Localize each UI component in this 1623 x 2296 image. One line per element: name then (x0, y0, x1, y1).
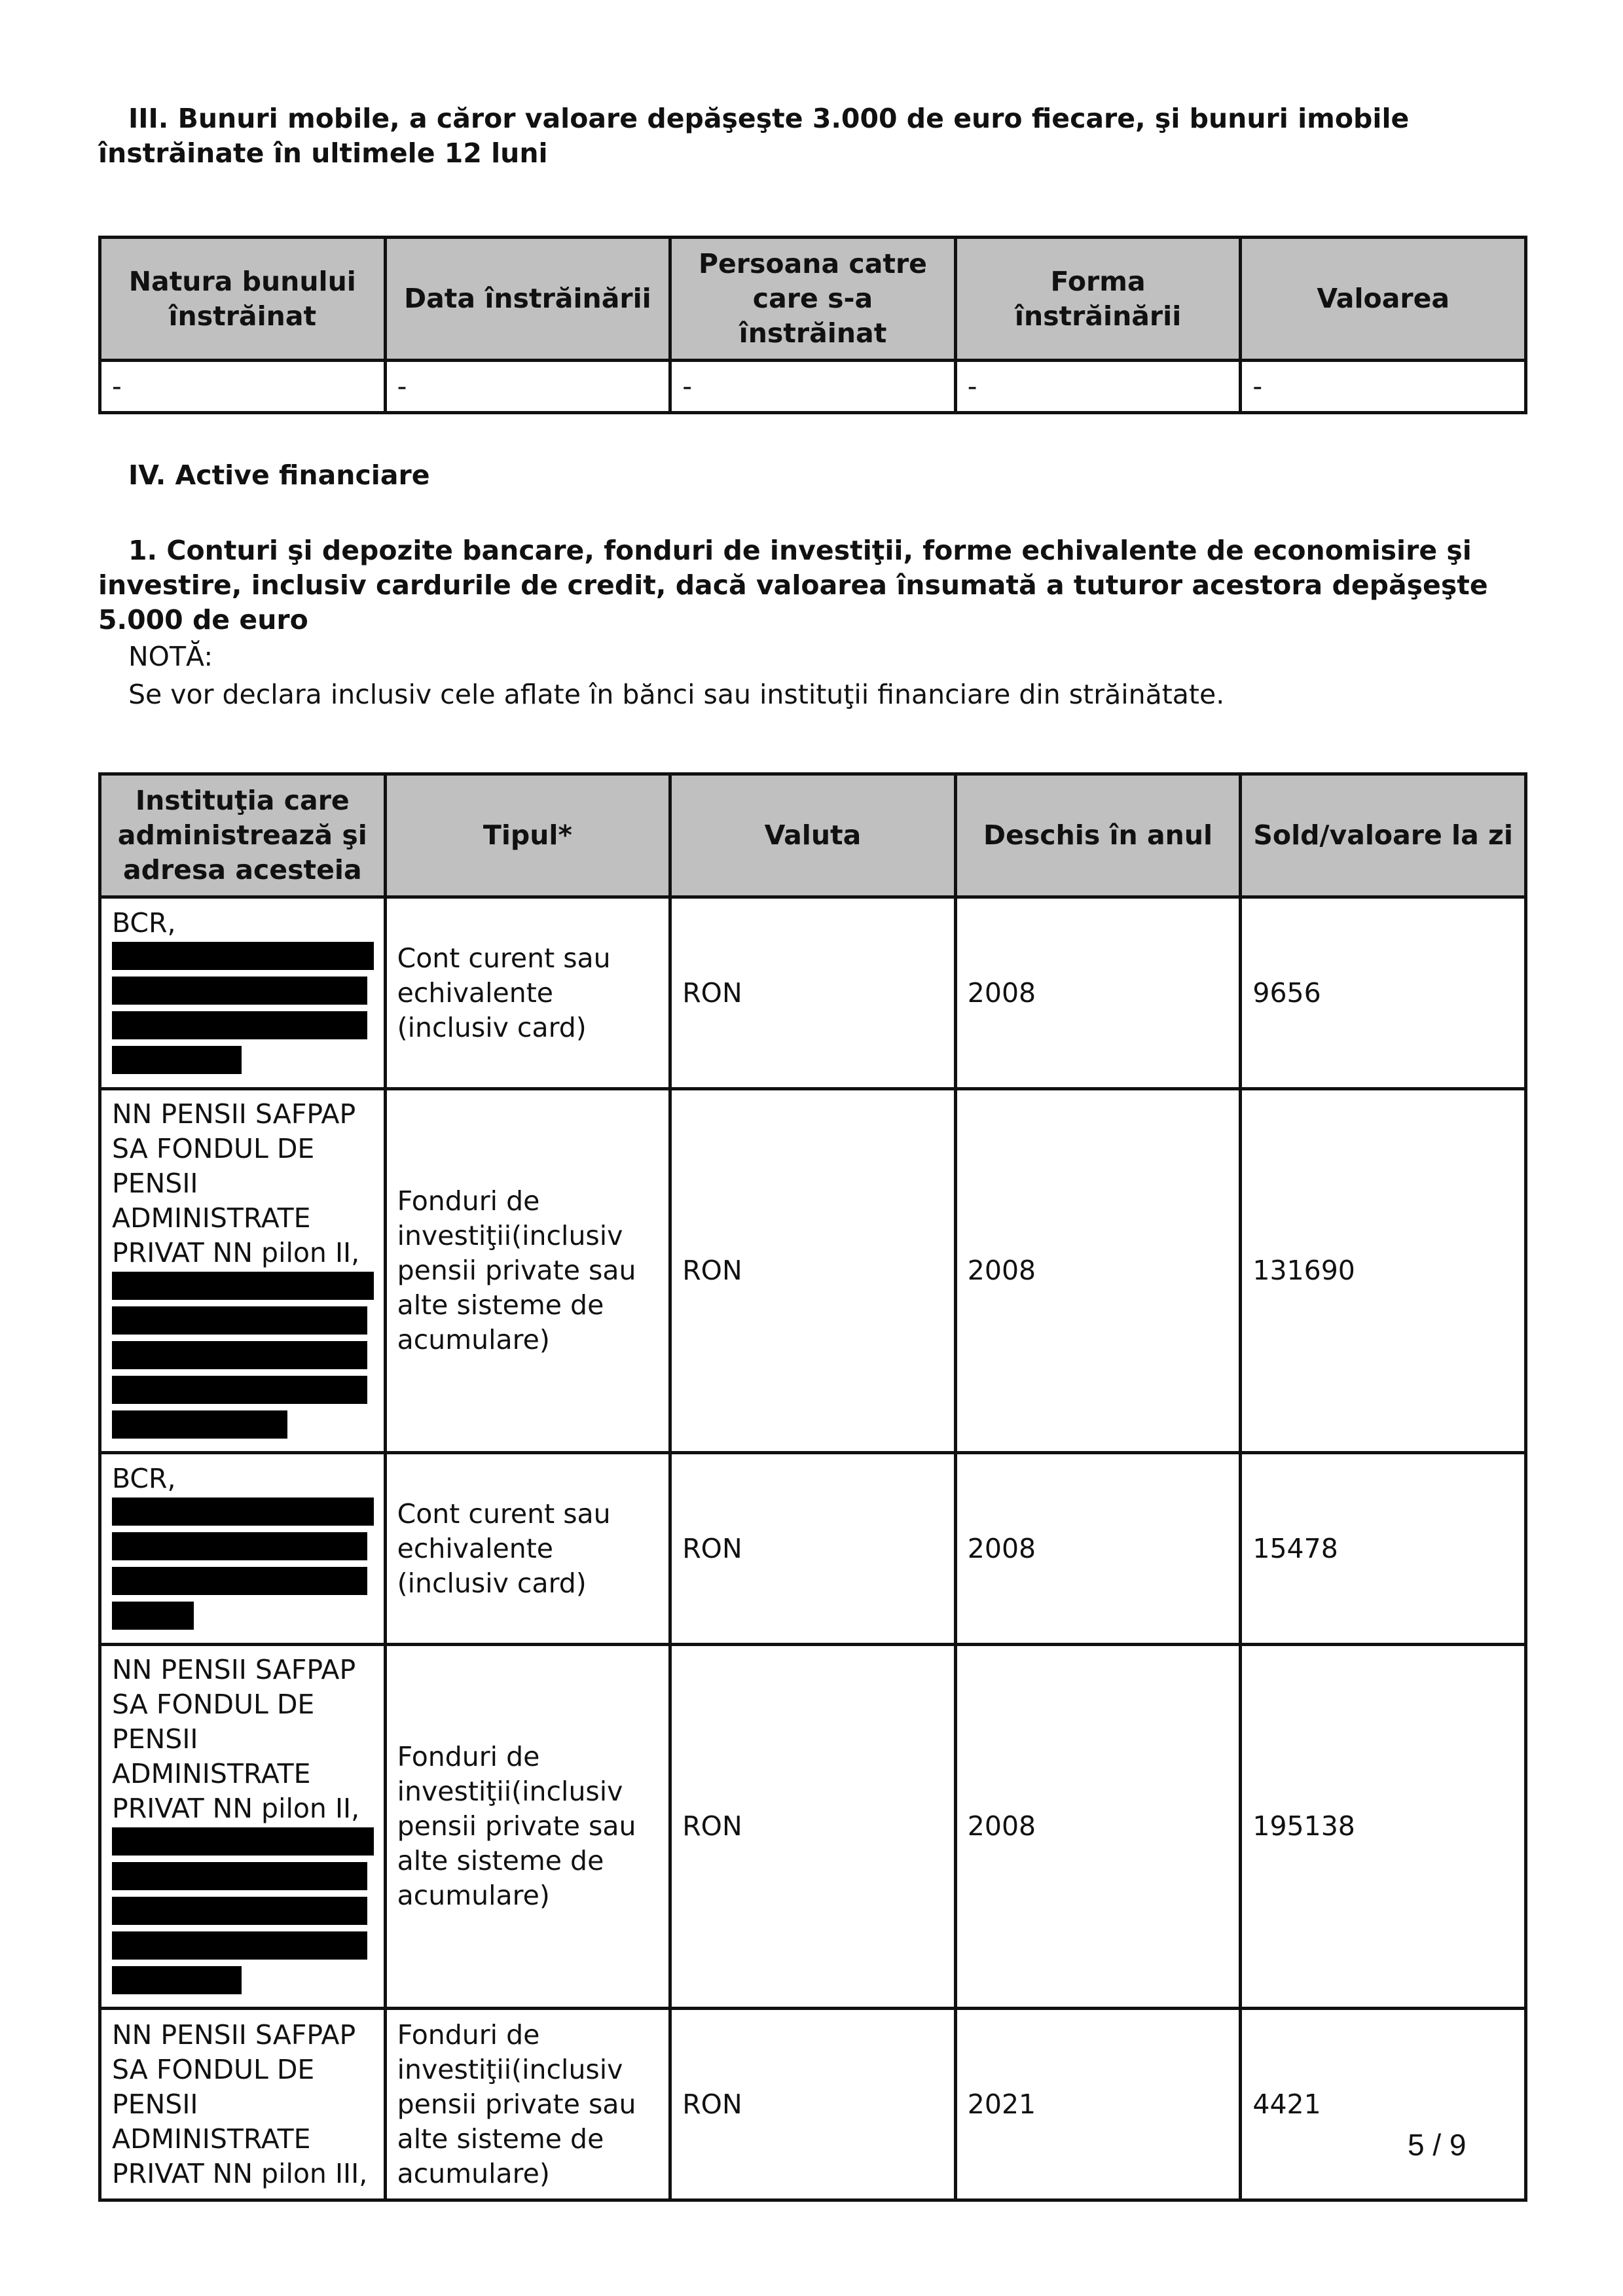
institution-cell (100, 1089, 386, 1453)
institution-name: BCR, (112, 906, 176, 939)
header-institution: Instituţia care administrează şi adresa acesteia (100, 774, 386, 897)
redacted-block (112, 1306, 367, 1335)
page-number: 5 / 9 (1408, 2128, 1467, 2162)
redacted-block (112, 977, 367, 1005)
table-row (100, 2009, 1526, 2200)
table-row (100, 361, 1526, 413)
table-row (100, 897, 1526, 1089)
redacted-block (112, 1272, 374, 1300)
redacted-block (112, 1931, 367, 1960)
currency-cell: RON (670, 1645, 956, 2009)
financial-accounts-table (98, 772, 1527, 2202)
currency-cell: RON (670, 897, 956, 1089)
redacted-block (112, 1046, 242, 1074)
table-cell: - (1241, 361, 1526, 413)
table-header-row (100, 238, 1526, 361)
section-4-1-heading: 1. Conturi şi depozite bancare, fonduri de investiţii, forme echivalente de economisire şi investire, inclusiv cardurile de credit, dacă valoarea însumată a tuturor acestora depăşeşte 5.000 de euro (98, 535, 1488, 636)
table-row (100, 1453, 1526, 1645)
table-row (100, 1089, 1526, 1453)
redacted-block (112, 1827, 374, 1856)
redacted-block (112, 1532, 367, 1560)
header-currency: Valuta (670, 774, 956, 897)
currency-cell: RON (670, 1089, 956, 1453)
table-cell: - (100, 361, 386, 413)
header-balance: Sold/valoare la zi (1241, 774, 1526, 897)
year-cell: 2021 (955, 2009, 1241, 2200)
balance-cell: 131690 (1241, 1089, 1526, 1453)
year-cell: 2008 (955, 897, 1241, 1089)
table-row (100, 1645, 1526, 2009)
header-opened-year: Deschis în anul (955, 774, 1241, 897)
redacted-block (112, 1498, 374, 1526)
table-cell: - (385, 361, 670, 413)
header-alienation-form: Forma înstrăinării (955, 238, 1241, 361)
redacted-block (112, 1966, 242, 1994)
header-alienation-date: Data înstrăinării (385, 238, 670, 361)
balance-cell: 4421 (1241, 2009, 1526, 2200)
alienated-assets-table (98, 236, 1527, 414)
year-cell: 2008 (955, 1453, 1241, 1645)
currency-cell: RON (670, 1453, 956, 1645)
redacted-block (112, 1602, 194, 1630)
section-4-heading: IV. Active financiare (128, 459, 430, 491)
type-cell: Fonduri de investiţii(inclusiv pensii private sau alte sisteme de acumulare) (385, 1645, 670, 2009)
institution-cell (100, 2009, 386, 2200)
redacted-block (112, 1862, 367, 1890)
institution-name: NN PENSII SAFPAP SA FONDUL DE PENSII ADMINISTRATE PRIVAT NN pilon III, (112, 2018, 368, 2189)
institution-cell (100, 897, 386, 1089)
currency-cell: RON (670, 2009, 956, 2200)
note-label: NOTĂ: (128, 641, 213, 672)
header-recipient: Persoana catre care s-a înstrăinat (670, 238, 956, 361)
table-cell: - (670, 361, 956, 413)
header-value: Valoarea (1241, 238, 1526, 361)
redacted-block (112, 1567, 367, 1595)
year-cell: 2008 (955, 1089, 1241, 1453)
type-cell: Fonduri de investiţii(inclusiv pensii private sau alte sisteme de acumulare) (385, 2009, 670, 2200)
type-cell: Cont curent sau echivalente (inclusiv card) (385, 1453, 670, 1645)
balance-cell: 195138 (1241, 1645, 1526, 2009)
institution-name: BCR, (112, 1462, 176, 1494)
redacted-block (112, 1011, 367, 1039)
redacted-block (112, 1341, 367, 1369)
header-asset-nature: Natura bunului înstrăinat (100, 238, 386, 361)
institution-cell (100, 1453, 386, 1645)
institution-name: NN PENSII SAFPAP SA FONDUL DE PENSII ADMINISTRATE PRIVAT NN pilon II, (112, 1653, 360, 1824)
redacted-block (112, 942, 374, 970)
table-cell: - (955, 361, 1241, 413)
institution-cell (100, 1645, 386, 2009)
type-cell: Fonduri de investiţii(inclusiv pensii private sau alte sisteme de acumulare) (385, 1089, 670, 1453)
balance-cell: 15478 (1241, 1453, 1526, 1645)
redacted-block (112, 1376, 367, 1404)
type-cell: Cont curent sau echivalente (inclusiv card) (385, 897, 670, 1089)
institution-name: NN PENSII SAFPAP SA FONDUL DE PENSII ADMINISTRATE PRIVAT NN pilon II, (112, 1098, 360, 1268)
header-type: Tipul* (385, 774, 670, 897)
note-text: Se vor declara inclusiv cele aflate în bănci sau instituţii financiare din străinătate. (128, 679, 1225, 710)
balance-cell: 9656 (1241, 897, 1526, 1089)
table-header-row (100, 774, 1526, 897)
redacted-block (112, 1410, 287, 1439)
section-3-heading: III. Bunuri mobile, a căror valoare depăşeşte 3.000 de euro fiecare, şi bunuri imobile înstrăinate în ultimele 12 luni (98, 103, 1410, 169)
year-cell: 2008 (955, 1645, 1241, 2009)
redacted-block (112, 1897, 367, 1925)
